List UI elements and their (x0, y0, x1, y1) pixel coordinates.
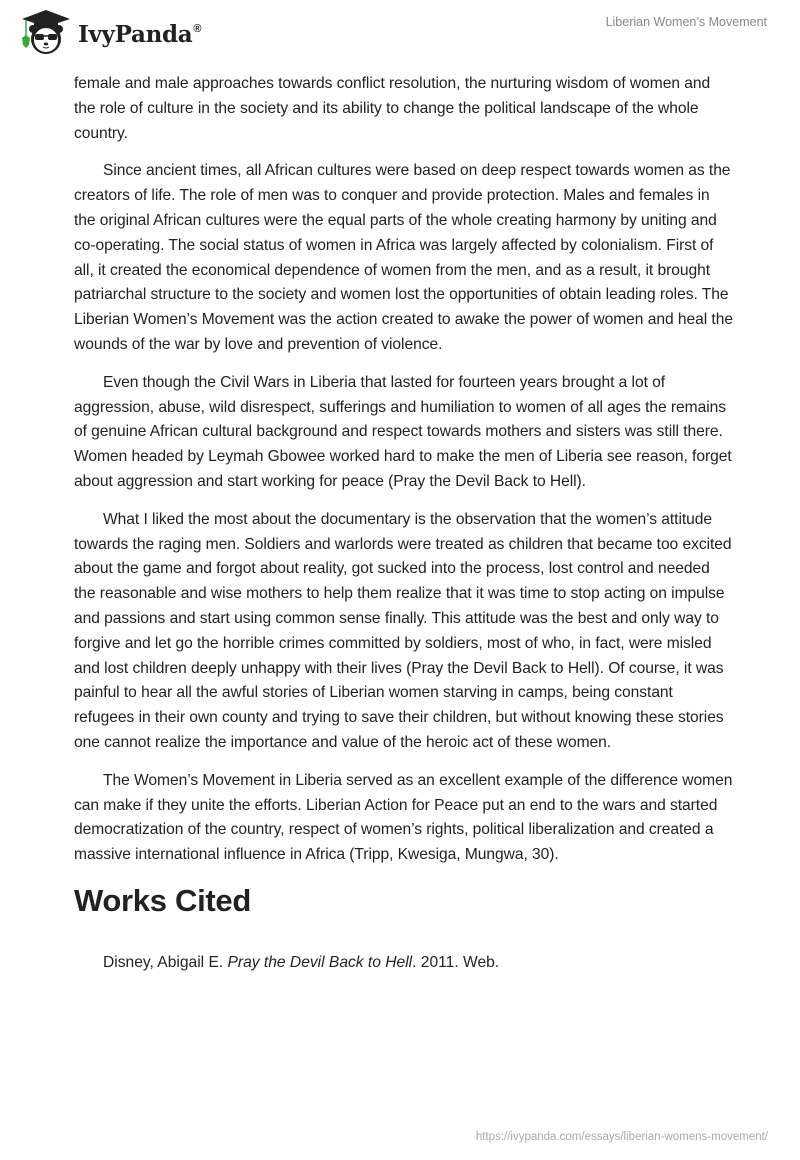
source-url-link[interactable]: https://ivypanda.com/essays/liberian-womens-movement/ (475, 1131, 768, 1143)
citation-entry (103, 951, 734, 975)
paragraph: What I liked the most about the documentary is the observation that the women’s attitude towards the raging men. Soldiers and warlords were treated as children that became too excited about the game and forgot about reality, got sucked into the process, lost control and needed the reasonable and wise mothers to help them realize that it was time to stop acting on impulse and passions and start using common sense finally. This attitude was the best and only way to forgive and let go the horrible crimes committed by soldiers, most of who, in fact, were misled and lost children deeply unhappy with their lives (Pray the Devil Back to Hell). Of course, it was painful to hear all the awful stories of Liberian women starving in camps, being constant refugees in their own county and trying to save their children, but without knowing these stories one cannot realize the importance and value of the heroic act of these women. (74, 510, 732, 751)
logo-wordmark: IvyPanda® (78, 20, 202, 48)
paragraph: Even though the Civil Wars in Liberia that lasted for fourteen years brought a lot of aggression, abuse, wild disrespect, sufferings and humiliation to women of all ages the remains of genuine African cultural background and respect towards mothers and sisters was still there. Women headed by Leymah Gbowee worked hard to make the men of Liberia see reason, forget about aggression and start working for peace (Pray the Devil Back to Hell). (74, 373, 732, 490)
document-title: Liberian Women’s Movement (605, 15, 767, 29)
citation-title: Pray the Devil Back to Hell (227, 953, 413, 971)
ivypanda-logo[interactable] (18, 8, 201, 56)
works-cited-heading: Works Cited (74, 882, 251, 918)
registered-mark: ® (193, 22, 202, 35)
paragraph: female and male approaches towards conflict resolution, the nurturing wisdom of women and the role of culture in the society and its ability to change the political landscape of the whole country. (74, 75, 711, 142)
paragraph: Since ancient times, all African cultures were based on deep respect towards women as the creators of life. The role of men was to conquer and provide protection. Males and females in the original African cultures were the equal parts of the whole creating harmony by uniting and co-operating. The social status of women in Africa was largely affected by colonialism. First of all, it created the economical dependence of women from the men, and as a result, it brought patriarchal structure to the society and women lost the opportunities of obtain leading roles. The Liberian Women’s Movement was the action created to awake the power of women and heal the wounds of the war by love and prevention of violence. (74, 162, 733, 353)
citation-author: Disney, Abigail E. (103, 953, 228, 971)
page-header (0, 0, 800, 60)
essay-content (74, 72, 734, 975)
panda-graduate-icon (18, 8, 74, 56)
paragraph: The Women’s Movement in Liberia served as an excellent example of the difference women can make if they unite the efforts. Liberian Action for Peace put an end to the wars and started democratization of the country, respect of women’s rights, political liberalization and created a massive international influence in Africa (Tripp, Kwesiga, Mungwa, 30). (74, 771, 733, 864)
citation-details: . 2011. Web. (412, 953, 500, 971)
